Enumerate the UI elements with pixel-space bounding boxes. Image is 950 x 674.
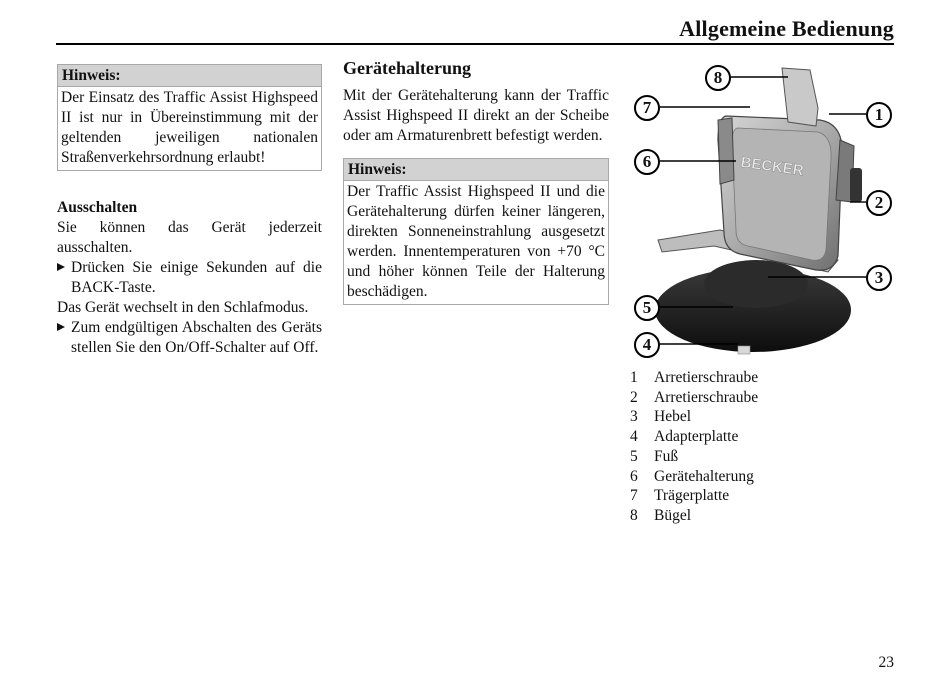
legend-item: 4 Adapterplatte bbox=[630, 428, 739, 446]
adapter-plate bbox=[738, 346, 750, 354]
callout-8: 8 bbox=[705, 65, 731, 91]
paragraph: Mit der Gerätehalterung kann der Traffic Assist Highspeed II direkt an der Scheibe oder am Armaturenbrett befestigt werden. bbox=[343, 87, 609, 144]
callout-5: 5 bbox=[634, 295, 660, 321]
paragraph: Sie können das Gerät jederzeit ausschalten. bbox=[57, 219, 322, 256]
note-title: Hinweis: bbox=[58, 65, 321, 87]
legend-item: 8 Bügel bbox=[630, 506, 692, 524]
device-holder-illustration bbox=[628, 60, 898, 365]
page-number: 23 bbox=[878, 654, 894, 671]
callout-6: 6 bbox=[634, 149, 660, 175]
arrow-right-icon bbox=[57, 263, 65, 271]
callout-1: 1 bbox=[866, 102, 892, 128]
note-text: Der Einsatz des Traffic Assist Highspeed II ist nur in Übereinstimmung mit der geltenden jeweiligen nationalen Straßenverkehrsordnung erlaubt! bbox=[61, 89, 318, 166]
legend-item: 3 Hebel bbox=[630, 408, 692, 426]
brand-logo: BECKER bbox=[739, 153, 805, 180]
foot-joint bbox=[704, 260, 808, 308]
holder-front-panel bbox=[732, 128, 831, 260]
callout-3: 3 bbox=[866, 265, 892, 291]
locking-screw-knob bbox=[850, 168, 862, 202]
step-text: Zum endgültigen Abschalten des Geräts stellen Sie den On/Off-Schalter auf Off. bbox=[71, 319, 322, 356]
instruction-step bbox=[57, 258, 322, 298]
note-title: Hinweis: bbox=[344, 159, 608, 181]
note-box bbox=[57, 64, 322, 171]
holder-drawing bbox=[628, 60, 898, 365]
figure-legend bbox=[630, 368, 758, 526]
section-title-ausschalten: Ausschalten bbox=[57, 199, 138, 216]
legend-item: 5 Fuß bbox=[630, 447, 679, 465]
callout-2: 2 bbox=[866, 190, 892, 216]
paragraph: Das Gerät wechselt in den Schlafmodus. bbox=[57, 299, 309, 316]
note-box bbox=[343, 158, 609, 305]
legend-item: 6 Gerätehalterung bbox=[630, 467, 754, 485]
step-text: Drücken Sie einige Sekunden auf die BACK-Taste. bbox=[71, 259, 322, 296]
legend-item: 2 Arretierschraube bbox=[630, 388, 759, 406]
left-column bbox=[57, 64, 322, 358]
side-grip-left bbox=[718, 118, 734, 184]
callout-4: 4 bbox=[634, 332, 660, 358]
instruction-step bbox=[57, 318, 322, 358]
callout-7: 7 bbox=[634, 95, 660, 121]
arrow-right-icon bbox=[57, 323, 65, 331]
legend-item: 1 Arretierschraube bbox=[630, 369, 759, 386]
middle-column bbox=[343, 56, 609, 305]
section-title-geraetehalterung: Gerätehalterung bbox=[343, 58, 471, 78]
note-text: Der Traffic Assist Highspeed II und die Gerätehalterung dürfen keiner längeren, direkten Sonneneinstrahlung ausgesetzt werden. Innentemperaturen von +70 °C und höher können Teile der Halterung beschädigen. bbox=[347, 183, 605, 300]
page-title: Allgemeine Bedienung bbox=[679, 16, 894, 41]
header-divider bbox=[56, 43, 894, 45]
legend-item: 7 Trägerplatte bbox=[630, 487, 730, 505]
